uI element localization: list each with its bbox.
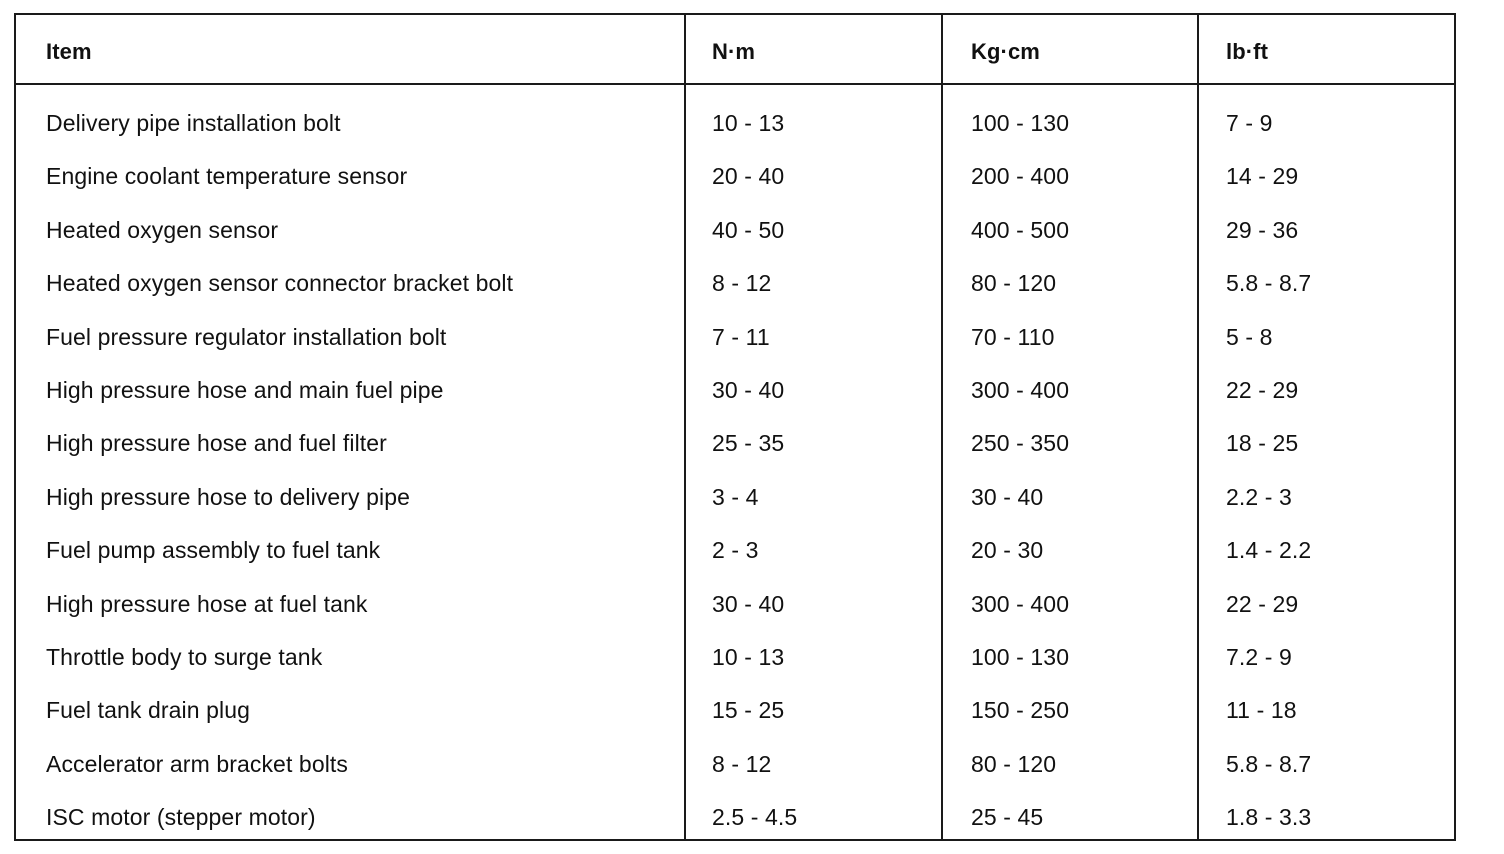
- table-row: [16, 311, 1454, 364]
- table-row: [16, 471, 1454, 524]
- cell-lbft: 5.8 - 8.7: [1226, 270, 1312, 297]
- header-kgcm: Kg·cm: [971, 39, 1040, 64]
- cell-kgcm: 70 - 110: [971, 323, 1055, 350]
- cell-lbft: 1.4 - 2.2: [1226, 537, 1312, 564]
- cell-kgcm: 300 - 400: [971, 377, 1070, 403]
- table-row: [16, 364, 1454, 417]
- cell-kgcm: 30 - 40: [971, 483, 1044, 510]
- cell-item: Heated oxygen sensor connector bracket bolt: [46, 270, 514, 297]
- cell-nm: 8 - 12: [712, 750, 772, 777]
- cell-nm: 7 - 11: [712, 323, 770, 350]
- header-divider: [16, 83, 1454, 85]
- cell-item: High pressure hose and main fuel pipe: [46, 377, 444, 403]
- cell-lbft: 18 - 25: [1226, 430, 1299, 457]
- header-item: Item: [46, 39, 92, 64]
- cell-lbft: 22 - 29: [1226, 590, 1299, 617]
- table-row: [16, 97, 1454, 150]
- cell-nm: 15 - 25: [712, 697, 785, 724]
- table-row: [16, 204, 1454, 257]
- cell-item: Fuel pressure regulator installation bolt: [46, 323, 447, 350]
- cell-lbft: 14 - 29: [1226, 163, 1299, 190]
- cell-nm: 40 - 50: [712, 216, 785, 243]
- cell-kgcm: 150 - 250: [971, 697, 1070, 724]
- header-nm: N·m: [712, 39, 756, 64]
- cell-kgcm: 80 - 120: [971, 270, 1057, 297]
- cell-kgcm: 300 - 400: [971, 590, 1070, 617]
- cell-lbft: 2.2 - 3: [1226, 483, 1292, 510]
- cell-nm: 2.5 - 4.5: [712, 804, 798, 831]
- cell-kgcm: 250 - 350: [971, 430, 1070, 457]
- table-row: [16, 684, 1454, 737]
- table-row: [16, 631, 1454, 684]
- cell-item: Engine coolant temperature sensor: [46, 163, 408, 190]
- cell-nm: 8 - 12: [712, 270, 772, 297]
- table-row: [16, 150, 1454, 203]
- cell-item: Heated oxygen sensor: [46, 216, 279, 243]
- cell-lbft: 5 - 8: [1226, 323, 1273, 350]
- cell-kgcm: 100 - 130: [971, 644, 1070, 670]
- cell-nm: 30 - 40: [712, 377, 785, 403]
- cell-item: ISC motor (stepper motor): [46, 804, 316, 831]
- cell-nm: 10 - 13: [712, 110, 785, 136]
- table-row: [16, 738, 1454, 791]
- cell-lbft: 29 - 36: [1226, 216, 1299, 243]
- torque-spec-table: [14, 13, 1456, 841]
- cell-kgcm: 20 - 30: [971, 537, 1044, 564]
- cell-kgcm: 100 - 130: [971, 110, 1070, 136]
- cell-nm: 30 - 40: [712, 590, 785, 617]
- cell-nm: 2 - 3: [712, 537, 759, 564]
- cell-nm: 3 - 4: [712, 483, 759, 510]
- cell-item: Fuel pump assembly to fuel tank: [46, 537, 381, 564]
- table-row: [16, 578, 1454, 631]
- cell-item: Delivery pipe installation bolt: [46, 110, 341, 136]
- table-row: [16, 257, 1454, 310]
- cell-item: Accelerator arm bracket bolts: [46, 750, 349, 777]
- cell-kgcm: 400 - 500: [971, 216, 1070, 243]
- table-header-row: [16, 27, 1454, 77]
- cell-lbft: 7 - 9: [1226, 110, 1273, 136]
- table-row: [16, 417, 1454, 470]
- cell-lbft: 7.2 - 9: [1226, 644, 1292, 670]
- table-row: [16, 791, 1454, 844]
- cell-item: Throttle body to surge tank: [46, 644, 323, 670]
- cell-kgcm: 25 - 45: [971, 804, 1044, 831]
- cell-item: High pressure hose and fuel filter: [46, 430, 387, 457]
- cell-item: High pressure hose to delivery pipe: [46, 483, 411, 510]
- cell-nm: 10 - 13: [712, 644, 785, 670]
- cell-item: High pressure hose at fuel tank: [46, 590, 368, 617]
- header-lbft: lb·ft: [1226, 39, 1269, 64]
- cell-lbft: 1.8 - 3.3: [1226, 804, 1312, 831]
- cell-nm: 20 - 40: [712, 163, 785, 190]
- cell-lbft: 11 - 18: [1226, 697, 1297, 724]
- cell-kgcm: 200 - 400: [971, 163, 1070, 190]
- cell-lbft: 22 - 29: [1226, 377, 1299, 403]
- cell-kgcm: 80 - 120: [971, 750, 1057, 777]
- cell-nm: 25 - 35: [712, 430, 785, 457]
- cell-item: Fuel tank drain plug: [46, 697, 251, 724]
- cell-lbft: 5.8 - 8.7: [1226, 750, 1312, 777]
- table-row: [16, 524, 1454, 577]
